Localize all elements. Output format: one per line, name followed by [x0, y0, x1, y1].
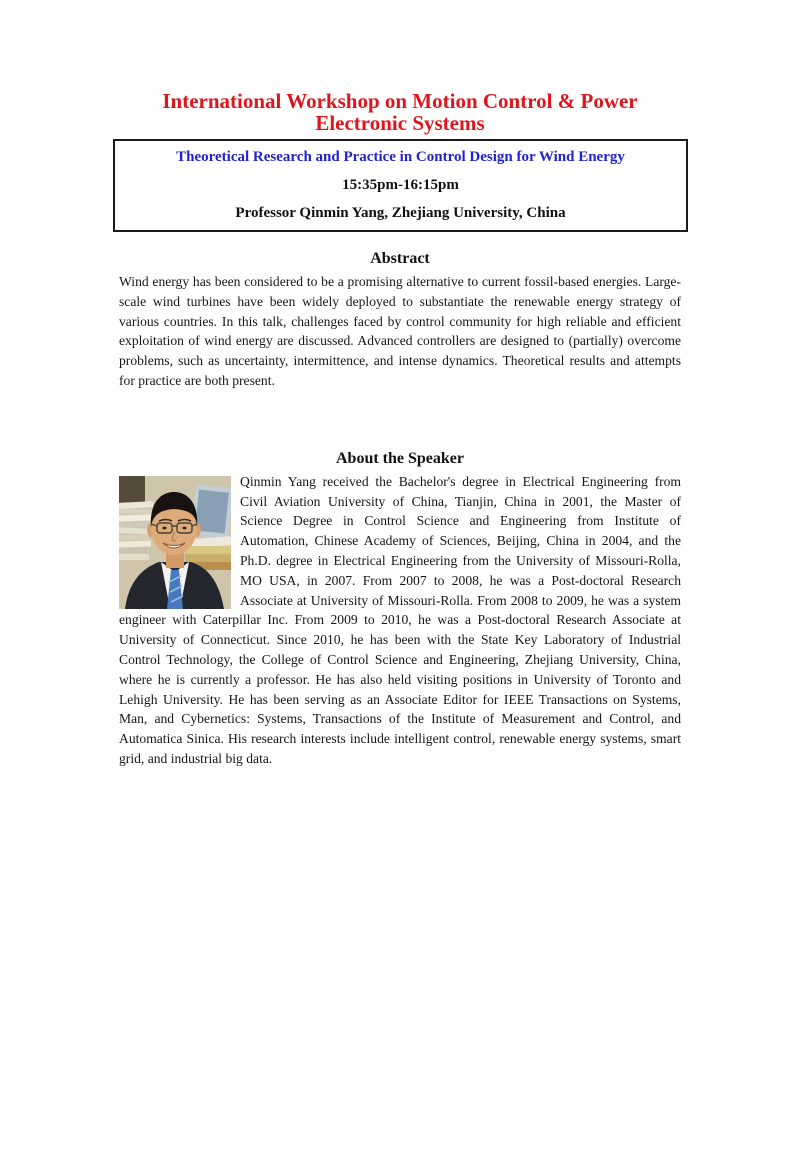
- workshop-title-line1: International Workshop on Motion Control & Power: [162, 89, 638, 113]
- speaker-bio-text: Qinmin Yang received the Bachelor's degree in Electrical Engineering from Civil Aviation University of China, Tianjin, China in 2001, the Master of Science Degree in Control Science and Engineering from Institute of Automation, Chinese Academy of Sciences, Beijing, China in 2004, and the Ph.D. degree in Electrical Engineering from the University of Missouri-Rolla, MO USA, in 2007. From 2007 to 2008, he was a Post-doctoral Research Associate at University of Missouri-Rolla. From 2008 to 2009, he was a system engineer with Caterpillar Inc. From 2009 to 2010, he was a Post-doctoral Research Associate at University of Connecticut. Since 2010, he has been with the State Key Laboratory of Industrial Control Technology, the College of Control Science and Engineering, Zhejiang University, China, where he is currently a professor. He has also held visiting positions in University of Toronto and Lehigh University. He has been serving as an Associate Editor for IEEE Transactions on Systems, Man, and Cybernetics: Systems, Transactions of the Institute of Measurement and Control, and Automatica Sinica. His research interests include intelligent control, renewable energy systems, smart grid, and industrial big data.: [119, 473, 681, 766]
- abstract-text: Wind energy has been considered to be a promising alternative to current fossil-based energies. Large-scale wind turbines have been widely deployed to substantiate the renewable energy strategy of various countries. In this talk, challenges faced by control community for high reliable and efficient exploitation of wind energy are discussed. Advanced controllers are designed to (partially) overcome problems, such as uncertainty, intermittence, and intense dynamics. Theoretical results and attempts for practice are both present.: [119, 274, 681, 388]
- workshop-title: [0, 90, 800, 134]
- talk-title: Theoretical Research and Practice in Control Design for Wind Energy: [176, 149, 625, 165]
- eye-right: [183, 526, 187, 529]
- workshop-title-line2: Electronic Systems: [315, 111, 485, 135]
- about-speaker-body: [119, 472, 681, 769]
- speaker-photo: [119, 476, 231, 609]
- eye-left: [163, 526, 167, 529]
- session-info-box: [113, 139, 688, 232]
- talk-time: 15:35pm-16:15pm: [342, 177, 459, 193]
- shelf-shadow: [119, 476, 145, 506]
- abstract-heading: Abstract: [370, 250, 430, 267]
- flyer-page: [0, 90, 800, 1167]
- about-speaker-heading: About the Speaker: [335, 449, 464, 467]
- talk-speaker: Professor Qinmin Yang, Zhejiang University, China: [235, 205, 566, 221]
